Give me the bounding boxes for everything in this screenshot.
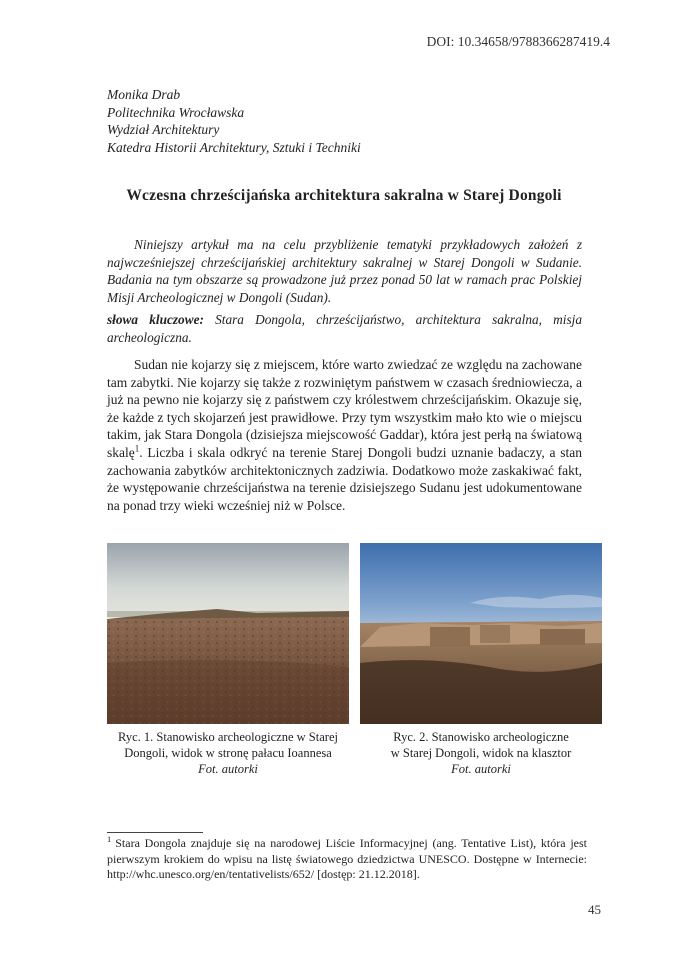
figure-1-caption bbox=[102, 730, 354, 777]
article-title: Wczesna chrześcijańska architektura sakralna w Starej Dongoli bbox=[126, 187, 562, 204]
footnote-text: Stara Dongola znajduje się na narodowej Liście Informacyjnej (ang. Tentative List), która jest pierwszym krokiem do wpisu na listę światowego dziedzictwa UNESCO. Dostępne w Internecie: http://whc.unesco.org/en/tentativelists/652/ [dostęp: 21.12.2018]. bbox=[107, 836, 587, 882]
author-name: Monika Drab bbox=[107, 87, 181, 102]
figure-1-caption-line-1: Ryc. 1. Stanowisko archeologiczne w Starej bbox=[118, 730, 338, 744]
footnote-reference: 1 bbox=[134, 443, 140, 454]
keywords-label: słowa kluczowe: bbox=[107, 312, 204, 327]
page-number: 45 bbox=[588, 902, 601, 917]
keywords bbox=[107, 311, 582, 346]
body-text-part2: . Liczba i skala odkryć na terenie Starej Dongoli budzi uznanie badaczy, a stan zachowania zabytków architektonicznych zadziwia. Dodatkowo może zaskakiwać fakt, że występowanie chrześcijaństwa na terenie dzisiejszego Sudanu jest udokumentowane na ponad trzy wieki wcześniej niż w Polsce. bbox=[107, 444, 582, 513]
abstract: Niniejszy artykuł ma na celu przybliżenie tematyki przykładowych założeń z najwcześniejszej chrześcijańskiej architektury sakralnej w Starej Dongoli w Sudanie. Badania na tym obszarze są prowadzone już przez ponad 50 lat w ramach prac Polskiej Misji Archeologicznej w Dongoli (Sudan). bbox=[107, 237, 582, 306]
doi: DOI: 10.34658/9788366287419.4 bbox=[426, 34, 610, 49]
figure-1-photo bbox=[107, 543, 349, 724]
author-department: Katedra Historii Architektury, Sztuki i Techniki bbox=[107, 139, 361, 155]
keywords-text: Stara Dongola, chrześcijaństwo, architektura sakralna, misja archeologiczna. bbox=[107, 312, 582, 345]
figure-2-photo bbox=[360, 543, 602, 724]
body-text-part1: Sudan nie kojarzy się z miejscem, które warto zwiedzać ze względu na zachowane tam zabytki. Nie kojarzy się także z rozwiniętym państwem w czasach średniowiecza, a już na pewno nie kojarzy się z państwem czy królestwem chrześcijańskim. Okazuje się, że każde z tych skojarzeń jest prawidłowe. Przy tym wszystkim mało kto wie o miejscu takim, jak Stara Dongola (dzisiejsza miejscowość Gaddar), która jest perłą na światową skalę bbox=[107, 357, 582, 460]
author-university: Politechnika Wrocławska bbox=[107, 104, 245, 120]
footnote bbox=[107, 836, 587, 883]
body-paragraph bbox=[107, 356, 582, 514]
author-faculty: Wydział Architektury bbox=[107, 122, 220, 137]
figure-2-caption bbox=[355, 730, 607, 777]
figure-2-caption-line-1: Ryc. 2. Stanowisko archeologiczne bbox=[393, 730, 569, 744]
footnote-number: 1 bbox=[107, 834, 112, 844]
figure-1-caption-line-2: Dongoli, widok w stronę pałacu Ioannesa bbox=[124, 745, 332, 760]
figure-2-credit: Fot. autorki bbox=[451, 761, 511, 776]
figure-2-caption-line-2: w Starej Dongoli, widok na klasztor bbox=[390, 745, 572, 760]
figure-1-credit: Fot. autorki bbox=[198, 761, 258, 776]
footnote-divider bbox=[107, 832, 203, 833]
author-block bbox=[107, 86, 361, 156]
